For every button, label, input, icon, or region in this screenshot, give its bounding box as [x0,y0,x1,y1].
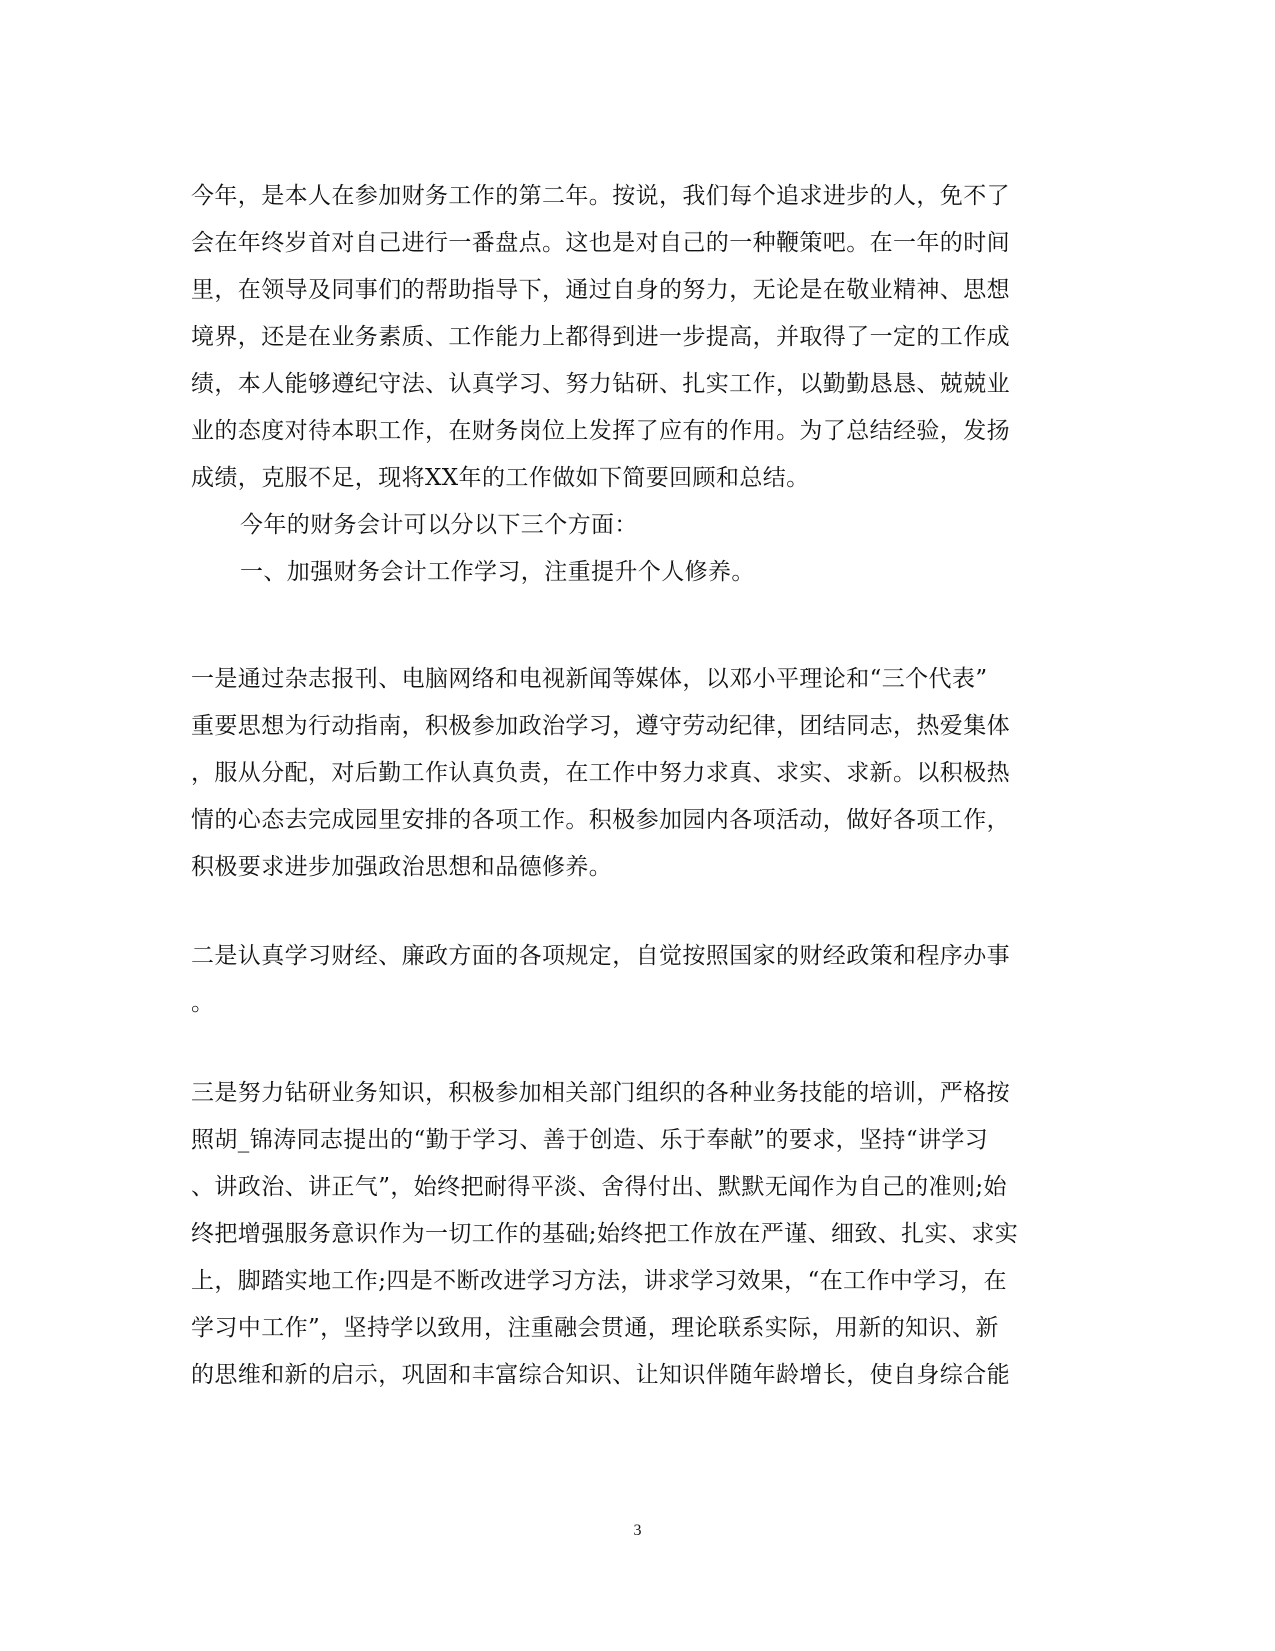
text-line: 境界，还是在业务素质、工作能力上都得到进一步提高，并取得了一定的工作成 [191,324,1010,350]
text-line: 积极要求进步加强政治思想和品德修养。 [191,854,613,880]
text-line: 终把增强服务意识作为一切工作的基础;始终把工作放在严谨、细致、扎实、求实 [191,1221,1019,1247]
text-line: 一是通过杂志报刊、电脑网络和电视新闻等媒体，以邓小平理论和“三个代表” [191,666,988,692]
text-line: 三是努力钻研业务知识，积极参加相关部门组织的各种业务技能的培训，严格按 [191,1080,1010,1106]
text-line: 里，在领导及同事们的帮助指导下，通过自身的努力，无论是在敬业精神、思想 [191,277,1010,303]
text-line: 二是认真学习财经、廉政方面的各项规定，自觉按照国家的财经政策和程序办事 [191,943,1010,969]
text-line: 业的态度对待本职工作，在财务岗位上发挥了应有的作用。为了总结经验，发扬 [191,418,1010,444]
text-line: 学习中工作”，坚持学以致用，注重融会贯通，理论联系实际，用新的知识、新 [191,1315,999,1341]
text-line: 今年的财务会计可以分以下三个方面： [240,512,638,538]
text-line: 的思维和新的启示，巩固和丰富综合知识、让知识伴随年龄增长，使自身综合能 [191,1362,1010,1388]
text-line: 、讲政治、讲正气”，始终把耐得平淡、舍得付出、默默无闻作为自己的准则;始 [191,1174,1007,1200]
text-line: 成绩，克服不足，现将XX年的工作做如下简要回顾和总结。 [191,465,810,491]
text-line: 上，脚踏实地工作;四是不断改进学习方法，讲求学习效果，“在工作中学习，在 [191,1268,1007,1294]
text-line: 重要思想为行动指南，积极参加政治学习，遵守劳动纪律，团结同志，热爱集体 [191,713,1010,739]
text-line: 照胡_锦涛同志提出的“勤于学习、善于创造、乐于奉献”的要求，坚持“讲学习 [191,1127,989,1153]
section-heading: 一、加强财务会计工作学习，注重提升个人修养。 [240,559,755,585]
page-number: 3 [633,1522,642,1539]
text-line: 。 [191,990,215,1016]
text-line: 情的心态去完成园里安排的各项工作。积极参加园内各项活动，做好各项工作， [191,807,1010,833]
text-line: 绩，本人能够遵纪守法、认真学习、努力钻研、扎实工作，以勤勤恳恳、兢兢业 [191,371,1010,397]
text-line: 会在年终岁首对自己进行一番盘点。这也是对自己的一种鞭策吧。在一年的时间 [191,230,1010,256]
text-line: ，服从分配，对后勤工作认真负责，在工作中努力求真、求实、求新。以积极热 [191,760,1010,786]
text-line: 今年，是本人在参加财务工作的第二年。按说，我们每个追求进步的人，免不了 [191,183,1010,209]
